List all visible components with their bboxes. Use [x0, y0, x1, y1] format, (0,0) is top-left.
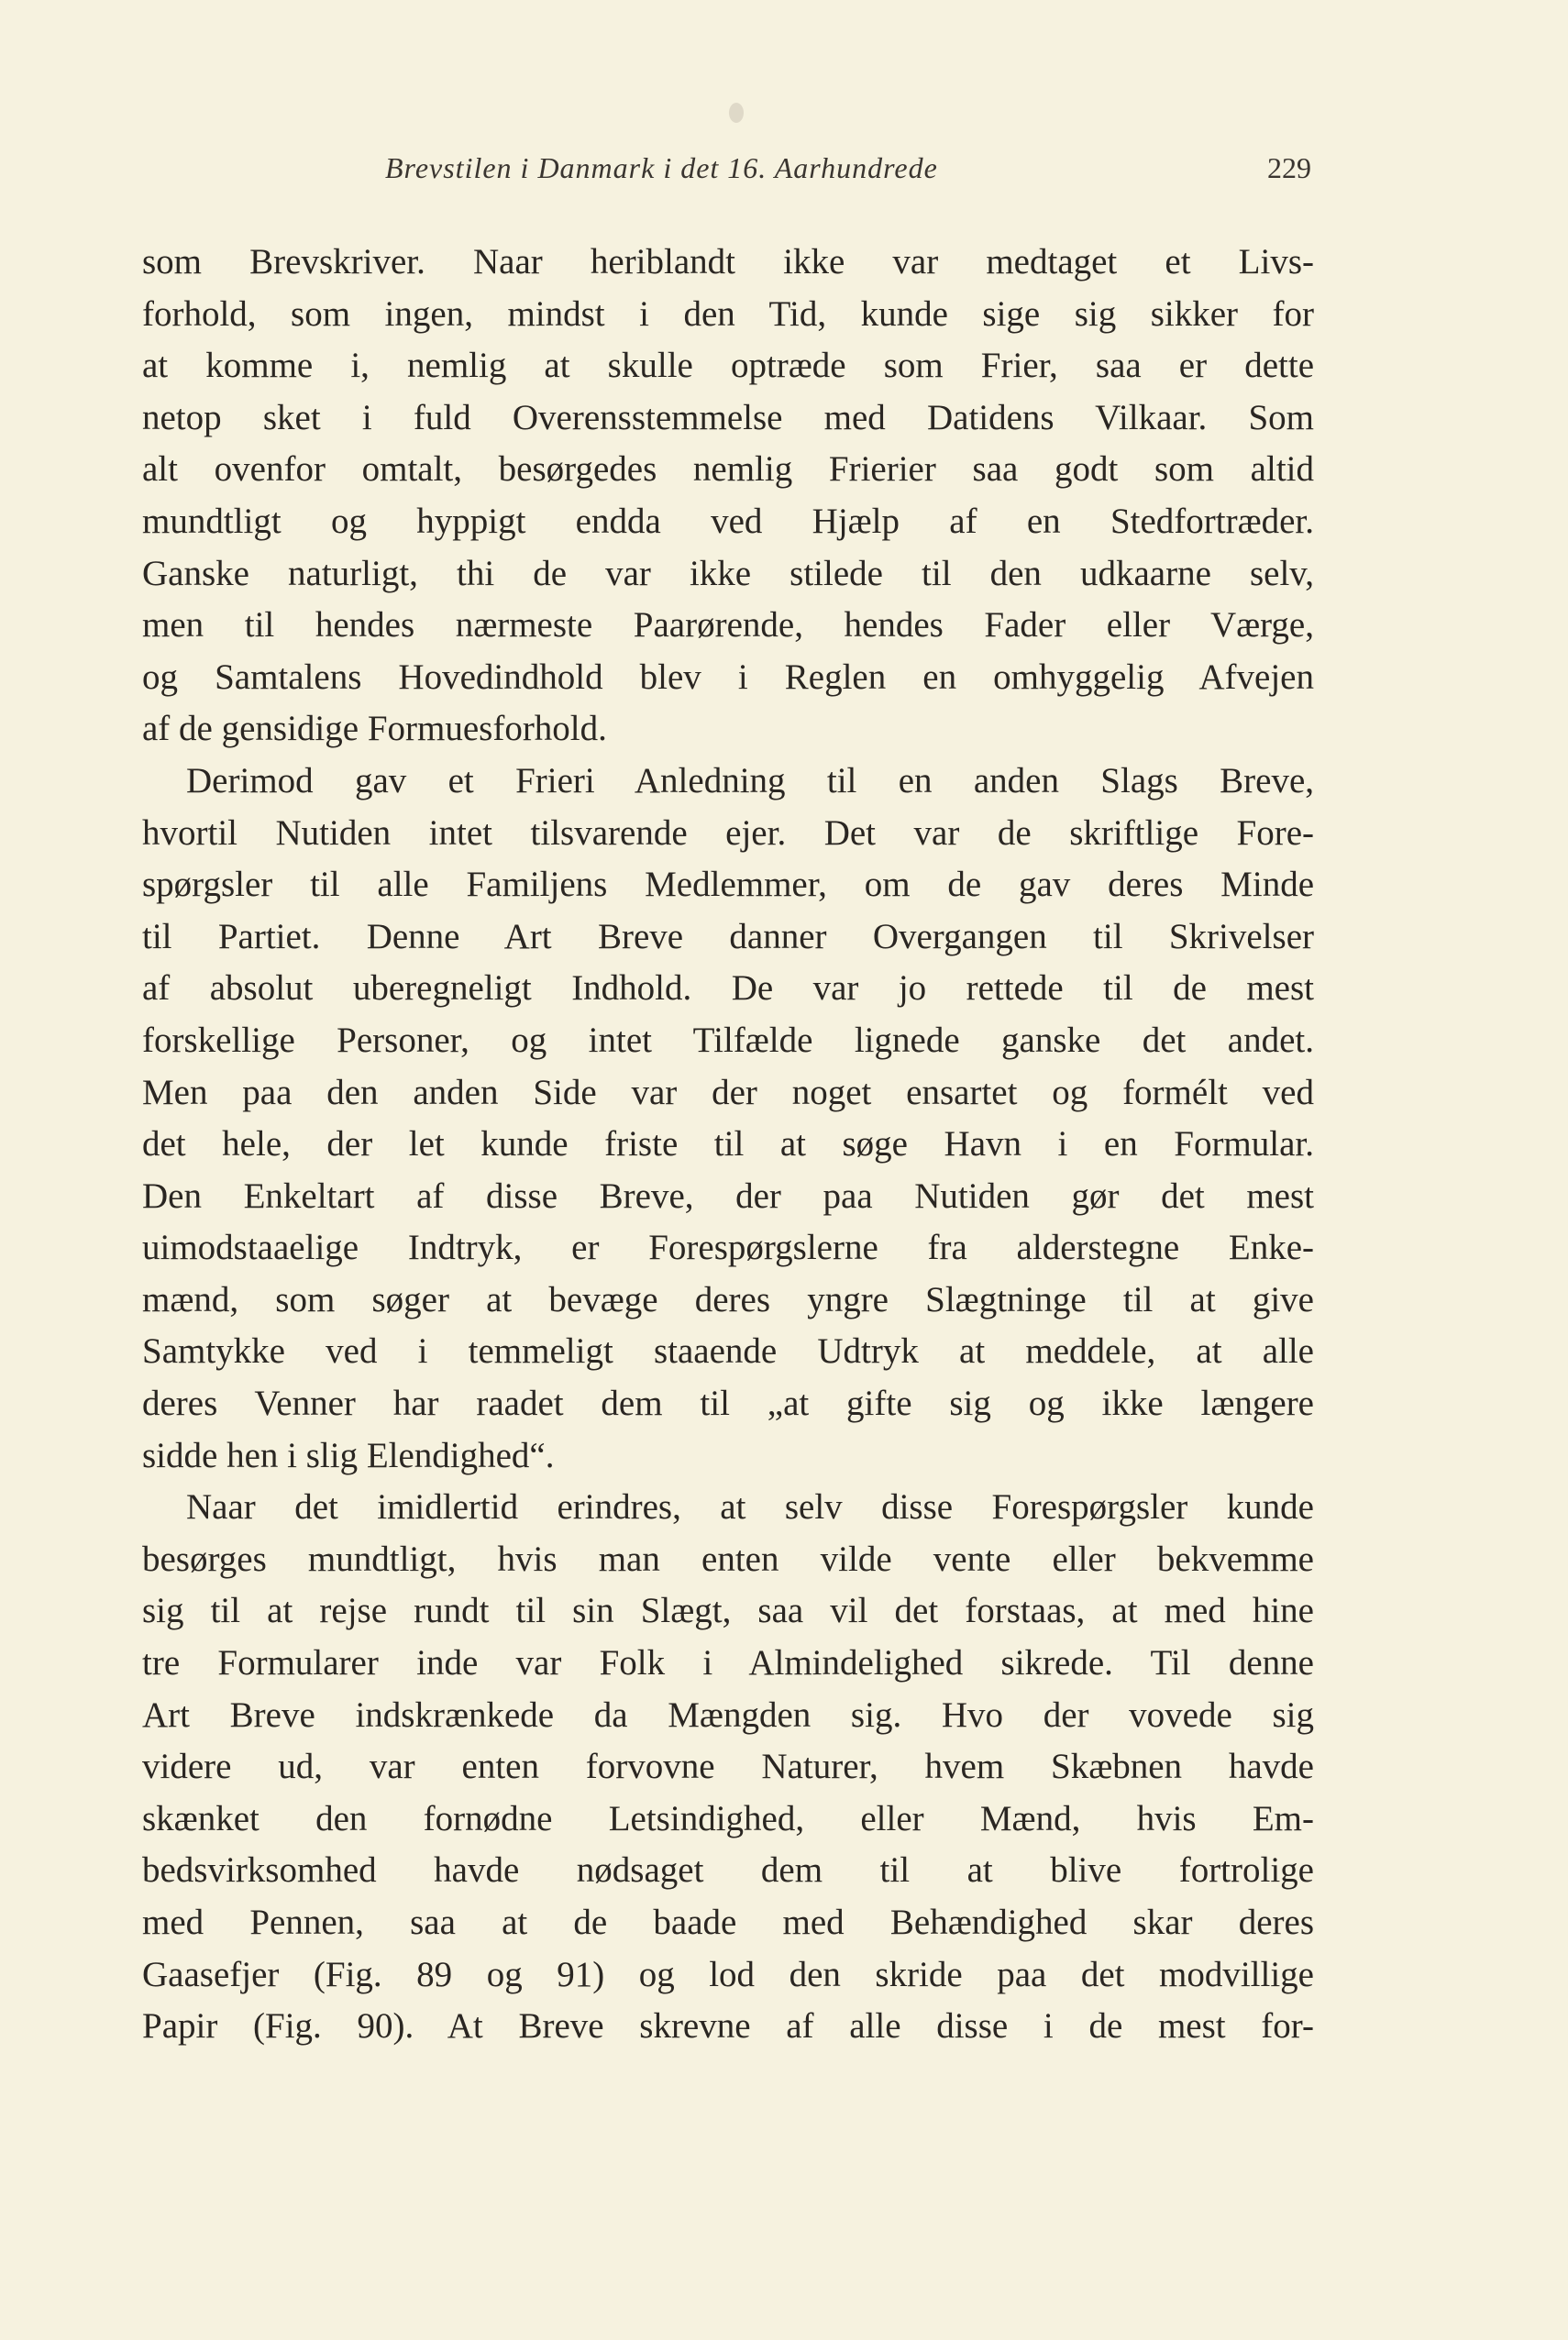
text-line: bedsvirksomhed havde nødsaget dem til at blive fortrolige [142, 1850, 1314, 1891]
text-line: af absolut uberegneligt Indhold. De var jo rettede til de mest [142, 968, 1314, 1009]
page-header [142, 151, 1311, 197]
text-line: forhold, som ingen, mindst i den Tid, kunde sige sig sikker for [142, 293, 1314, 334]
text-line: og Samtalens Hovedindhold blev i Reglen en omhyggelig Afvejen [142, 657, 1314, 697]
text-line: mænd, som søger at bevæge deres yngre Slægtninge til at give [142, 1279, 1314, 1319]
text-line: forskellige Personer, og intet Tilfælde lignede ganske det andet. [142, 1020, 1314, 1060]
text-line: mundtligt og hyppigt endda ved Hjælp af en Stedfortræder. [142, 501, 1314, 541]
text-line: deres Venner har raadet dem til „at gifte sig og ikke længere [142, 1384, 1314, 1424]
text-line: Samtykke ved i temmeligt staaende Udtryk at meddele, at alle [142, 1331, 1314, 1372]
text-line: at komme i, nemlig at skulle optræde som Frier, saa er dette [142, 346, 1314, 386]
text-line: det hele, der let kunde friste til at søge Havn i en Formular. [142, 1124, 1314, 1164]
text-line: alt ovenfor omtalt, besørgedes nemlig Frierier saa godt som altid [142, 449, 1314, 490]
page-number: 229 [1267, 151, 1311, 184]
text-line: til Partiet. Denne Art Breve danner Overgangen til Skrivelser [142, 916, 1314, 956]
text-line: som Brevskriver. Naar heriblandt ikke var medtaget et Livs- [142, 242, 1314, 281]
text-line: spørgsler til alle Familjens Medlemmer, om de gav deres Minde [142, 865, 1314, 905]
text-line: men til hendes nærmeste Paarørende, hendes Fader eller Værge, [142, 605, 1314, 646]
paper-smudge [729, 103, 744, 123]
body-text [142, 237, 1314, 2053]
text-line: Den Enkeltart af disse Breve, der paa Nutiden gør det mest [142, 1176, 1314, 1216]
text-line: med Pennen, saa at de baade med Behændighed skar deres [142, 1903, 1314, 1942]
text-line: hvortil Nutiden intet tilsvarende ejer. Det var de skriftlige Fore- [142, 812, 1314, 853]
text-line: skænket den fornødne Letsindighed, eller Mænd, hvis Em- [142, 1798, 1314, 1838]
text-line: Papir (Fig. 90). At Breve skrevne af alle disse i de mest for- [142, 2006, 1314, 2047]
text-line: Art Breve indskrænkede da Mængden sig. Hvo der vovede sig [142, 1694, 1314, 1735]
text-line: videre ud, var enten forvovne Naturer, hvem Skæbnen havde [142, 1747, 1314, 1787]
running-title: Brevstilen i Danmark i det 16. Aarhundrede [385, 151, 938, 184]
text-line: uimodstaaelige Indtryk, er Forespørgslerne fra alderstegne Enke- [142, 1228, 1314, 1268]
text-line: Derimod gav et Frieri Anledning til en anden Slags Breve, [186, 760, 1314, 800]
text-line: Naar det imidlertid erindres, at selv disse Forespørgsler kunde [186, 1487, 1314, 1528]
text-line: Ganske naturligt, thi de var ikke stilede til den udkaarne selv, [142, 553, 1314, 593]
text-line: sig til at rejse rundt til sin Slægt, saa vil det forstaas, at med hine [142, 1591, 1314, 1631]
text-line: af de gensidige Formuesforhold. [142, 709, 607, 749]
text-line: tre Formularer inde var Folk i Almindelighed sikrede. Til denne [142, 1643, 1314, 1683]
text-line: Gaasefjer (Fig. 89 og 91) og lod den skride paa det modvillige [142, 1954, 1314, 1994]
text-line: sidde hen i slig Elendighed“. [142, 1435, 555, 1475]
text-line: besørges mundtligt, hvis man enten vilde vente eller bekvemme [142, 1539, 1314, 1579]
text-line: netop sket i fuld Overensstemmelse med Datidens Vilkaar. Som [142, 397, 1314, 437]
text-line: Men paa den anden Side var der noget ensartet og formélt ved [142, 1072, 1314, 1112]
